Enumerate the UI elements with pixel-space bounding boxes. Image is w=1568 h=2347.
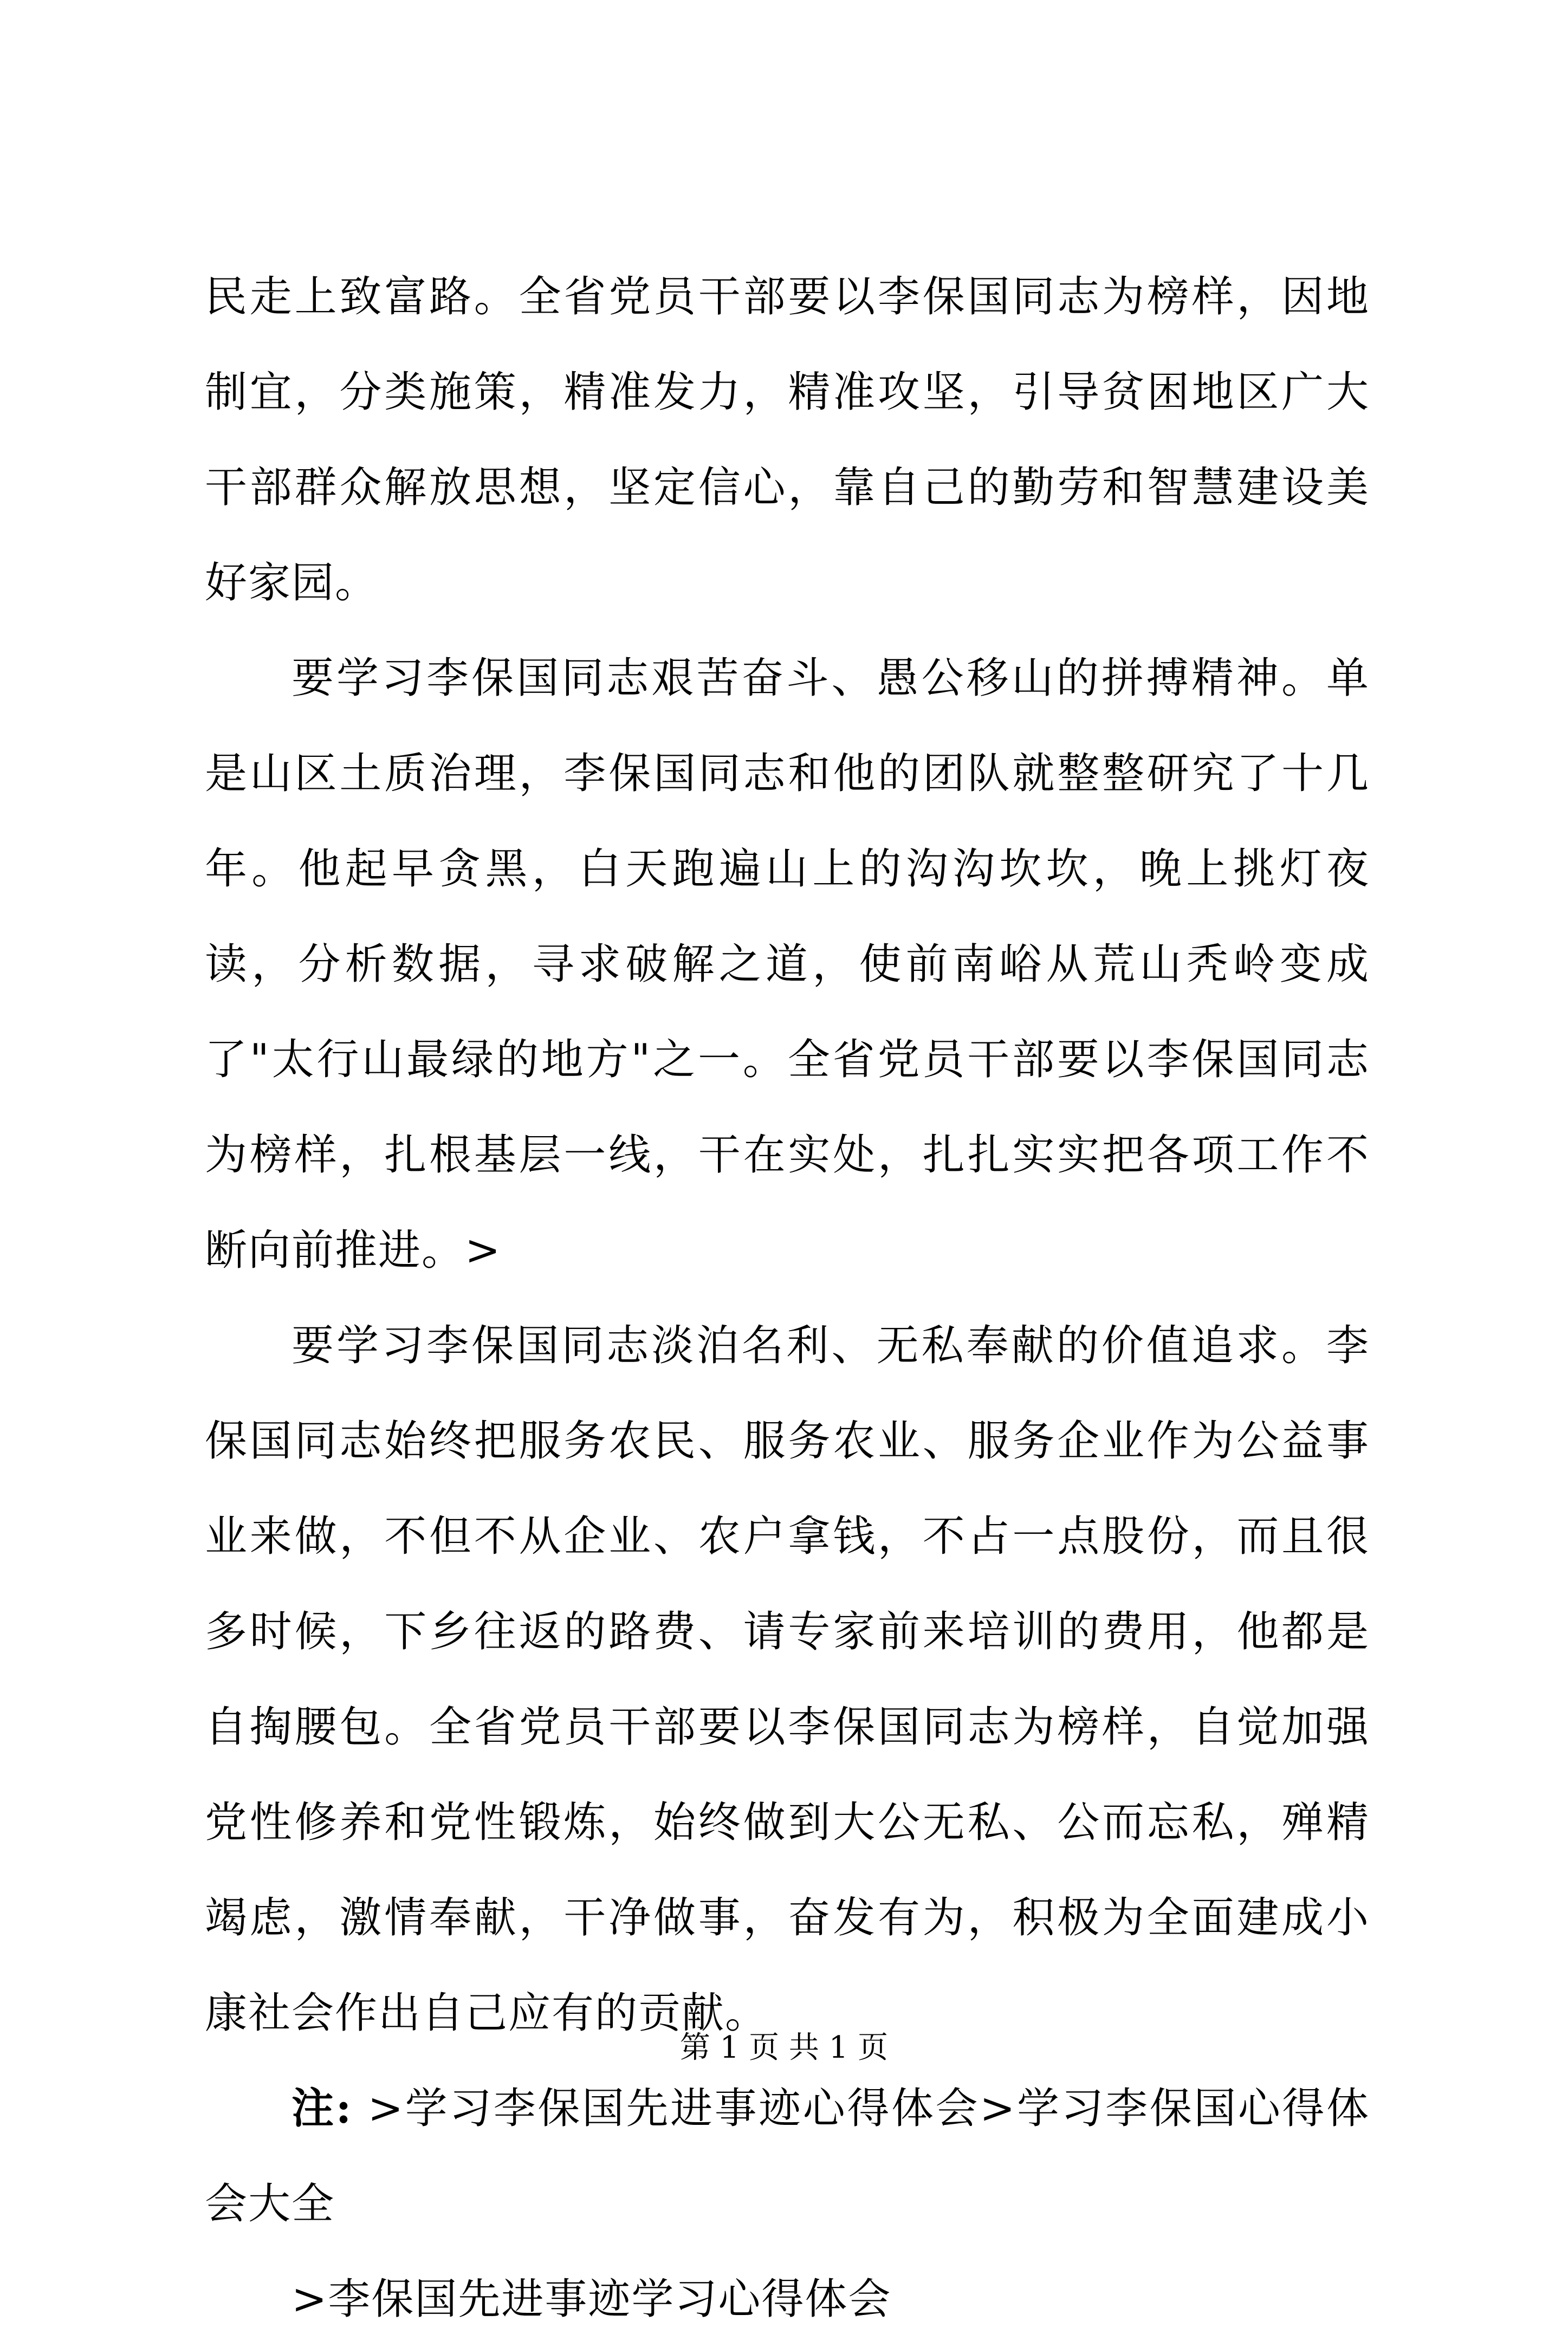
paragraph-dedication: 要学习李保国同志淡泊名利、无私奉献的价值追求。李保国同志始终把服务农民、服务农业、服务企业作为公益事业来做，不但不从企业、农户拿钱，不占一点股份，而且很多时候，下乡往返的路费、请专家前来培训的费用，他都是自掏腰包。全省党员干部要以李保国同志为榜样，自觉加强党性修养和党性锻炼，始终做到大公无私、公而忘私，殚精竭虑，激情奉献，干净做事，奋发有为，积极为全面建成小康社会作出自己应有的贡献。 [205, 1321, 1370, 2038]
note-link-secondary[interactable]: >李保国先进事迹学习心得体会 [291, 2275, 892, 2324]
paragraph-hard-work: 要学习李保国同志艰苦奋斗、愚公移山的拼搏精神。单是山区土质治理，李保国同志和他的团队就整整研究了十几年。他起早贪黑，白天跑遍山上的沟沟坎坎，晚上挑灯夜读，分析数据，寻求破解之道，使前南峪从荒山秃岭变成了"太行山最绿的地方"之一。全省党员干部要以李保国同志为榜样，扎根基层一线，干在实处，扎扎实实把各项工作不断向前推进。> [205, 654, 1370, 1275]
note-label: 注: [291, 2084, 353, 2133]
note-paragraph [205, 2061, 1370, 2252]
page-footer: 第 1 页 共 1 页 [679, 2030, 889, 2065]
note-links[interactable]: >学习李保国先进事迹心得体会>学习李保国心得体会大全 [205, 2084, 1370, 2228]
paragraph-continuation: 民走上致富路。全省党员干部要以李保国同志为榜样，因地制宜，分类施策，精准发力，精准攻坚，引导贫困地区广大干部群众解放思想，坚定信心，靠自己的勤劳和智慧建设美好家园。 [205, 273, 1370, 607]
